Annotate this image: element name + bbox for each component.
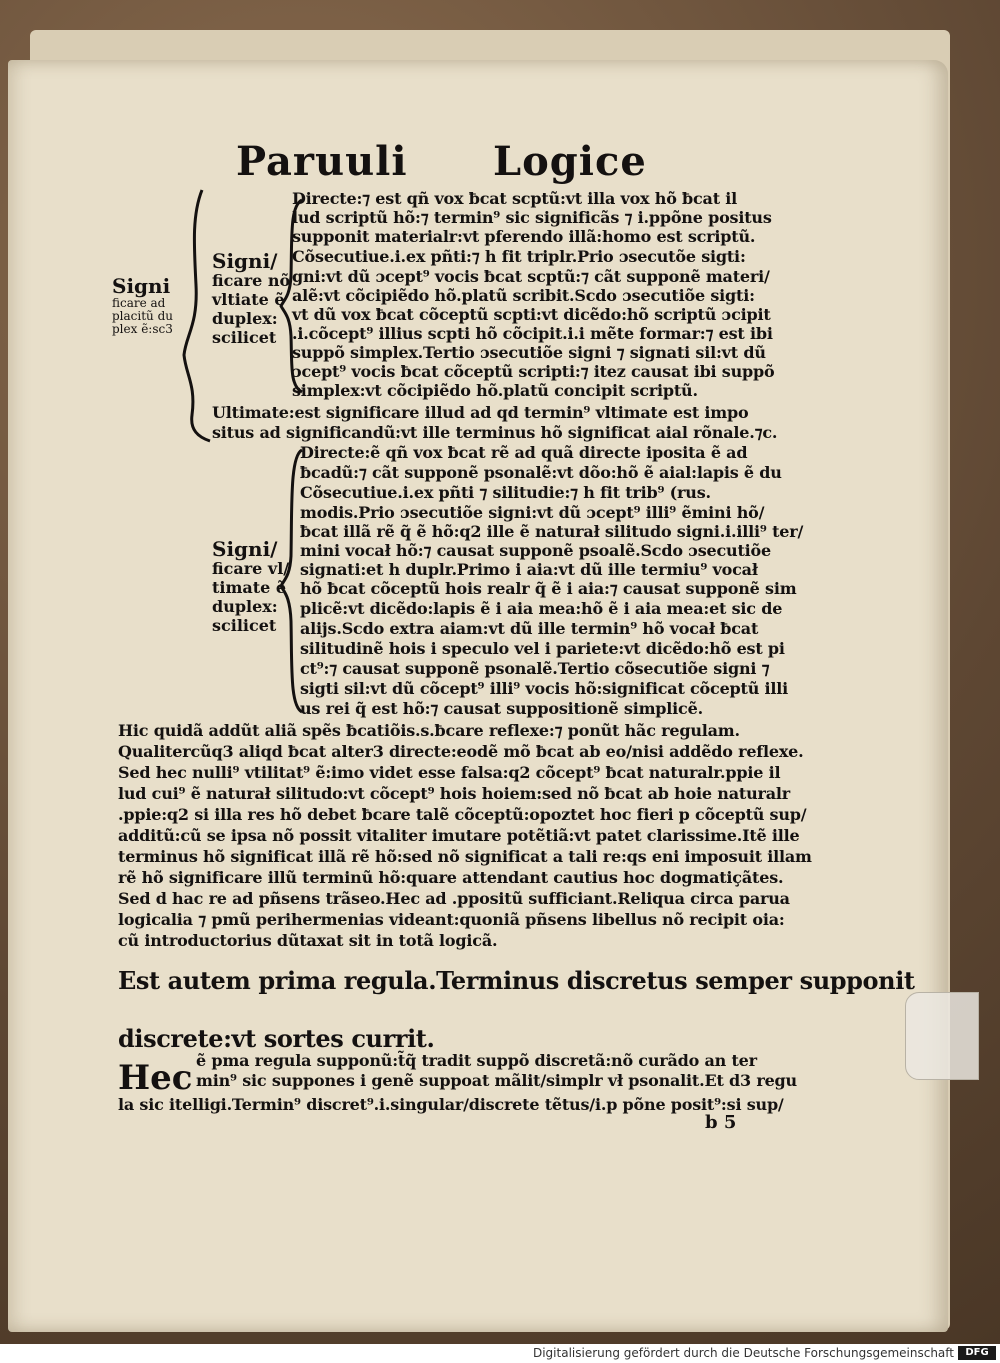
running-head-right: Logice <box>493 138 647 185</box>
footer-bar <box>0 1344 1000 1363</box>
text-block-4: Hic quidã addũt aliã spẽs ƀcatiõis.s.ƀcare reflexe:⁊ ponũt hãc regulam. Qualitercũq3 aliqd ƀcat alter3 directe:eodẽ mõ ƀcat ab eo/nisi addẽdo reflexe. Sed hec nulli⁹ vtilitat⁹ ẽ:imo videt esse falsa:q2 cõcept⁹ ƀcat naturalr.ppie il lud cui⁹ ẽ naturał silitudo:vt cõcept⁹ hois hoiem:sed nõ ƀcat ab hoie naturalr .ppie:q2 si illa res hõ debet ƀcare talẽ cõceptũ:opoztet hoc fieri p cõceptũ sup/ additũ:cũ se ipsa nõ possit vitaliter imutare potẽtiã:vt patet clarissime.Itẽ ille terminus hõ significat illã rẽ hõ:sed nõ significat a tali re:qs eni imposuit illam rẽ hõ significare illũ terminũ hõ:quare attendant cautius hoc dogmatiçãtes. Sed d hac re ad pñsens trãseo.Hec ad .ppositũ sufficiant.Reliqua circa parua logicalia ⁊ pmũ perihermenias videant:quoniã pñsens libellus nõ recipit oia: cũ introductorius dũtaxat sit in totã logicã. <box>118 721 812 950</box>
rule-line-2: discrete:vt sortes currit. <box>118 1024 435 1053</box>
footer-credit: Digitalisierung gefördert durch die Deutsche Forschungsgemeinschaft <box>532 1346 954 1360</box>
rule-line-1: Est autem prima regula.Terminus discretus semper supponit <box>118 966 915 995</box>
margin-label-2: Signi/ ficare vl/ timate ẽ duplex: scilicet <box>212 537 290 635</box>
page-clip-tab <box>905 992 979 1080</box>
margin-label-small: Signi ficare ad placitũ du plex ẽ:sc3 <box>112 274 174 336</box>
running-head-left: Paruuli <box>236 138 408 185</box>
text-block-5: ẽ pma regula supponũ:t̃q̃ tradit suppõ discretã:nõ curãdo an ter min⁹ sic suppones i genẽ suppoat mãlit/simplr vł psonalit.Et d3 regu la sic itelligi.Termin⁹ discret⁹.i.singular/discrete tẽtus/i.p põne posit⁹:si sup/ <box>118 1051 797 1114</box>
dfg-logo: DFG <box>958 1346 996 1360</box>
signature-mark: b 5 <box>705 1112 737 1133</box>
text-block-1: Directe:⁊ est qñ vox ƀcat scptũ:vt illa vox hõ ƀcat il lud scriptũ hõ:⁊ termin⁹ sic significãs ⁊ i.ppõne positus supponit materialr:vt pferendo illã:homo est scriptũ. Cõsecutiue.i.ex pñti:⁊ h fit triplr.Prio ɔsecutõe sigti: gni:vt dũ ɔcept⁹ vocis ƀcat scptũ:⁊ cãt supponẽ materi/ alẽ:vt cõcipiẽdo hõ.platũ scribit.Scdo ɔsecutiõe sigti: vt dũ vox ƀcat cõceptũ scpti:vt dicẽdo:hõ scriptũ ɔcipit .i.cõcept⁹ illius scpti hõ cõcipit.i.i mẽte formar:⁊ est ibi suppõ simplex.Tertio ɔsecutiõe signi ⁊ signati sil:vt dũ ɔcept⁹ vocis ƀcat cõceptũ scripti:⁊ itez causat ibi suppõ simplex:vt cõcipiẽdo hõ.platũ concipit scriptũ. <box>292 189 775 400</box>
text-block-3: Directe:ẽ qñ vox ƀcat rẽ ad quã directe iposita ẽ ad ƀcadũ:⁊ cãt supponẽ psonalẽ:vt dõo:hõ ẽ aial:lapis ẽ du Cõsecutiue.i.ex pñti ⁊ silitudie:⁊ h fit trib⁹ (rus. modis.Prio ɔsecutiõe signi:vt dũ ɔcept⁹ illi⁹ ẽmini hõ/ ƀcat illã rẽ q̃ ẽ hõ:q2 ille ẽ naturał silitudo signi.i.illi⁹ ter/ mini vocał hõ:⁊ causat supponẽ psoalẽ.Scdo ɔsecutiõe signati:et h duplr.Primo i aia:vt dũ ille termiu⁹ vocał hõ ƀcat cõceptũ hois realr q̃ ẽ i aia:⁊ causat supponẽ sim plicẽ:vt dicẽdo:lapis ẽ i aia mea:hõ ẽ i aia mea:et sic de alijs.Scdo extra aiam:vt dũ ille termin⁹ hõ vocał ƀcat silitudinẽ hois i speculo vel i pariete:vt dicẽdo:hõ est pi ct⁹:⁊ causat supponẽ psonalẽ.Tertio cõsecutiõe signi ⁊ sigti sil:vt dũ cõcept⁹ illi⁹ vocis hõ:significat cõceptũ illi us rei q̃ est hõ:⁊ causat suppositionẽ simplicẽ. <box>300 443 804 718</box>
margin-label-1: Signi/ ficare nõ vltiate ẽ duplex: scilicet <box>212 249 291 347</box>
block5-initial: Hec <box>118 1058 193 1098</box>
text-block-2: Ultimate:est significare illud ad qd termin⁹ vltimate est impo situs ad significandũ:vt ille terminus hõ significat aial rõnale.⁊c. <box>212 403 778 442</box>
